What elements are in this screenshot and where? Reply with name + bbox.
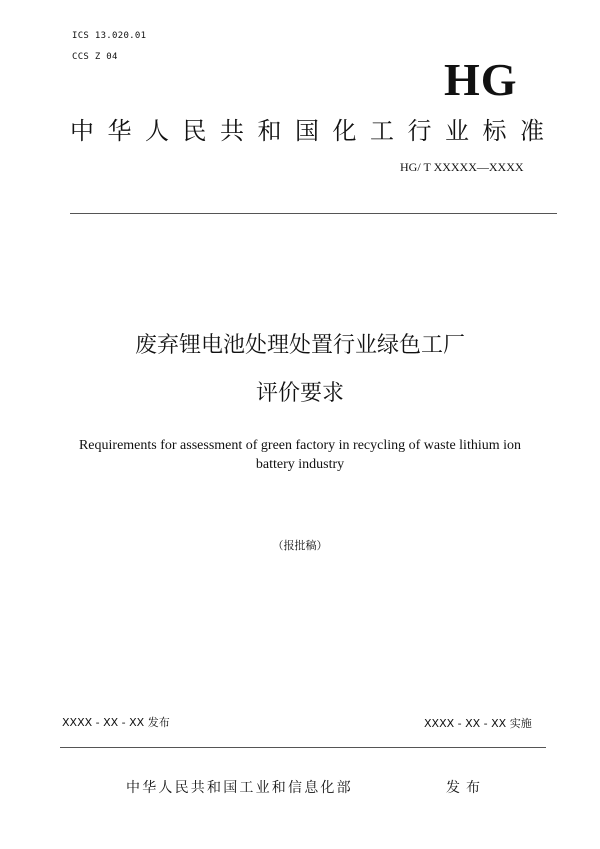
hg-logo: HG [444,54,518,105]
standard-category-title: 中华人民共和国化工行业标准 [70,117,558,145]
draft-status-label: （报批稿） [272,539,328,552]
footer-divider [60,747,546,748]
issuing-authority: 中华人民共和国工业和信息化部 [126,780,353,796]
issuing-action: 发布 [446,780,486,796]
chinese-title-line-1: 废弃锂电池处理处置行业绿色工厂 [134,333,465,358]
english-title-line-2: battery industry [255,457,345,472]
standard-number: HG/ T XXXXX—XXXX [400,160,524,174]
issue-date: XXXX - XX - XX 发布 [62,716,170,729]
ccs-code: CCS Z 04 [72,52,118,62]
implementation-date: XXXX - XX - XX 实施 [424,717,532,730]
ics-code: ICS 13.020.01 [72,31,147,41]
chinese-title-line-2: 评价要求 [255,381,344,406]
english-title-line-1: Requirements for assessment of green factory in recycling of waste lithium ion [78,438,522,453]
header-divider [70,213,557,214]
